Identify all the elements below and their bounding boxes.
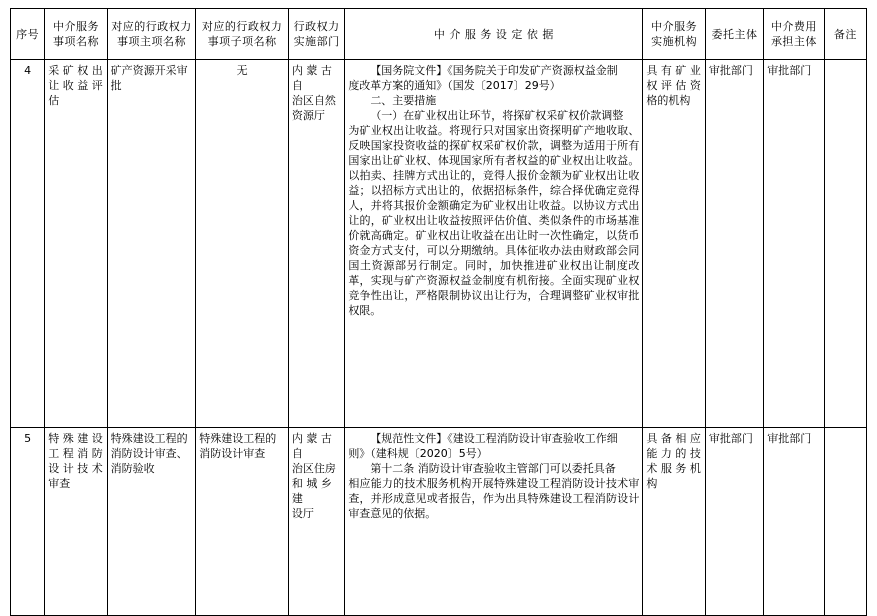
header-dept: 行政权力 实施部门 <box>288 9 344 60</box>
row-service-name: 采 矿 权 出 让 收 益 评 估 <box>45 60 107 428</box>
row-main-item: 矿产资源开采审 批 <box>107 60 196 428</box>
row-dept: 内 蒙 古 自 治区自然 资源厅 <box>288 60 344 428</box>
table-header <box>11 9 867 60</box>
header-entrust: 委托主体 <box>705 9 763 60</box>
table-header-row <box>11 9 867 60</box>
header-remark: 备注 <box>824 9 866 60</box>
header-seq: 序号 <box>11 9 45 60</box>
header-fee-bearer: 中介费用 承担主体 <box>764 9 824 60</box>
intermediary-service-table <box>10 8 867 616</box>
row-org: 具 有 矿 业 权 评 估 资 格的机构 <box>643 60 705 428</box>
row-main-item: 特殊建设工程的 消防设计审查、 消防验收 <box>107 428 196 616</box>
row-sub-item: 特殊建设工程的 消防设计审查 <box>196 428 289 616</box>
row-service-name: 特 殊 建 设 工 程 消 防 设 计 技 术 审查 <box>45 428 107 616</box>
row-basis: 【规范性文件】《建设工程消防设计审查验收工作细 则》（建科规〔2020〕5号） 第十二条 消防设计审查验收主管部门可以委托具备 相应能力的技术服务机构开展特殊建设工程消防设计技术审查，并形成意见或者报告，作为出具特殊建设工程消防设计审查意见的依据。 <box>345 428 643 616</box>
header-main-item: 对应的行政权力 事项主项名称 <box>107 9 196 60</box>
row-remark <box>824 60 866 428</box>
table-body <box>11 60 867 616</box>
row-fee-bearer: 审批部门 <box>764 60 824 428</box>
row-seq: 5 <box>11 428 45 616</box>
header-sub-item: 对应的行政权力 事项子项名称 <box>196 9 289 60</box>
row-entrust: 审批部门 <box>705 428 763 616</box>
row-remark <box>824 428 866 616</box>
row-seq: 4 <box>11 60 45 428</box>
row-dept: 内 蒙 古 自 治区住房 和 城 乡 建 设厅 <box>288 428 344 616</box>
header-basis: 中 介 服 务 设 定 依 据 <box>345 9 643 60</box>
table-row <box>11 60 867 428</box>
row-basis: 【国务院文件】《国务院关于印发矿产资源权益金制 度改革方案的通知》（国发〔2017〕29号） 二、主要措施 （一）在矿业权出让环节，将探矿权采矿权价款调整 为矿业权出让收益。将现行只对国家出资探明矿产地收取、反映国家投资收益的探矿权采矿权价款，调整为适用于所有国家出让矿业权、体现国家所有者权益的矿业权出让收益。以拍卖、挂牌方式出让的，竞得人报价金额为矿业权出让收益；以招标方式出让的，依据招标条件，综合择优确定竞得人，并将其报价金额确定为矿业权出让收益。以协议方式出让的，矿业权出让收益按照评估价值、类似条件的市场基准价就高确定。矿业权出让收益在出让时一次性确定，以货币资金方式支付，可以分期缴纳。具体征收办法由财政部会同国土资源部另行制定。同时，加快推进矿业权出让制度改革，实现与矿产资源权益金制度有机衔接。全面实现矿业权竞争性出让，严格限制协议出让行为，合理调整矿业权审批权限。 <box>345 60 643 428</box>
row-fee-bearer: 审批部门 <box>764 428 824 616</box>
header-org: 中介服务 实施机构 <box>643 9 705 60</box>
row-org: 具 备 相 应 能 力 的 技 术 服 务 机 构 <box>643 428 705 616</box>
row-entrust: 审批部门 <box>705 60 763 428</box>
table-row <box>11 428 867 616</box>
row-sub-item: 无 <box>196 60 289 428</box>
header-service-name: 中介服务 事项名称 <box>45 9 107 60</box>
